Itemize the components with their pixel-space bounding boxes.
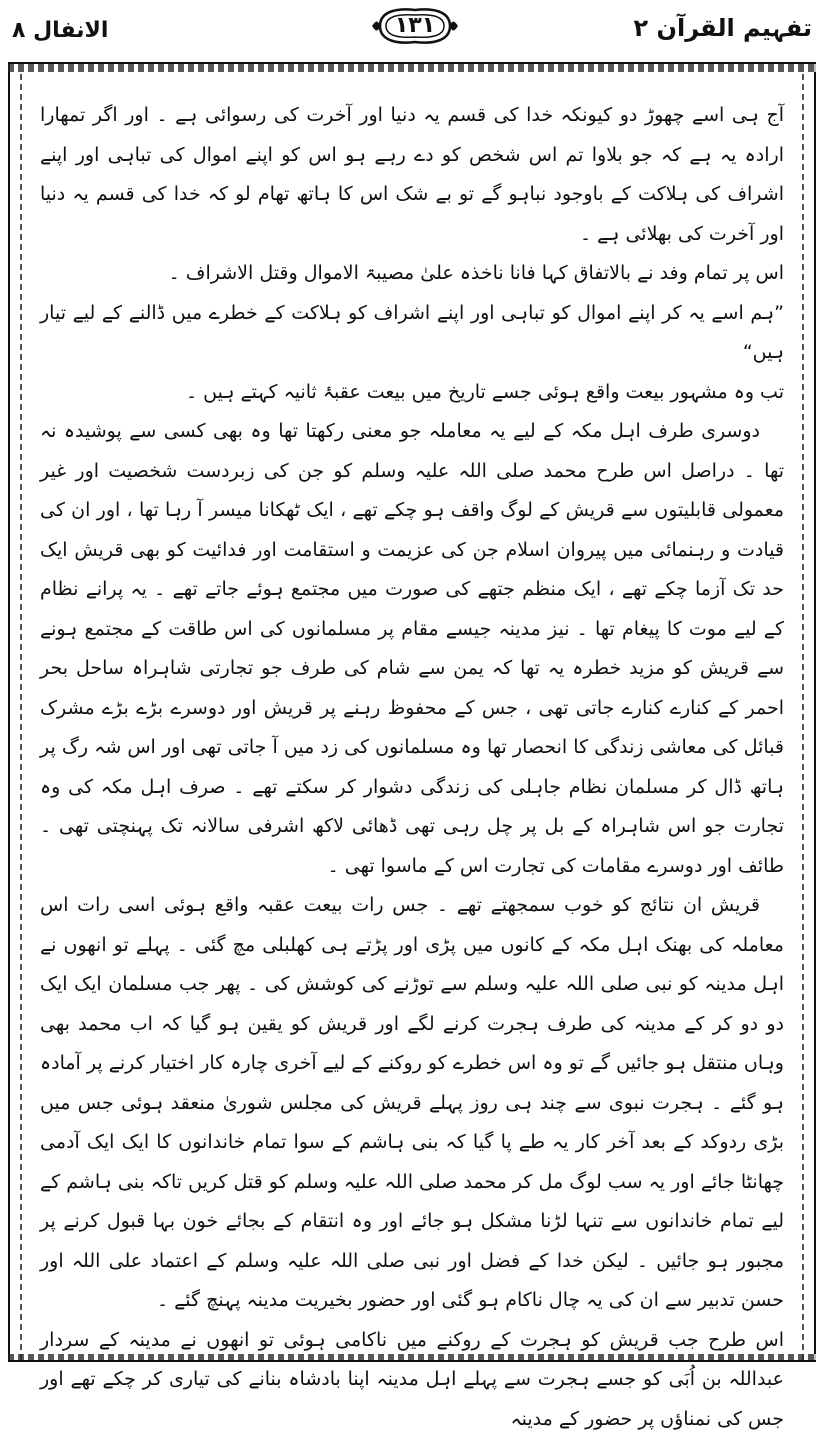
paragraph: تب وہ مشہور بیعت واقع ہوئی جسے تاریخ میں بیعت عقبۂ ثانیہ کہتے ہیں ۔ bbox=[40, 373, 784, 413]
page-body bbox=[40, 96, 784, 1439]
surah-name: الانفال ۸ bbox=[12, 18, 108, 43]
paragraph: اس طرح جب قریش کو ہجرت کے روکنے میں ناکامی ہوئی تو انھوں نے مدینہ کے سردار عبداللہ بن اُبَی کو جسے ہجرت سے پہلے اہل مدینہ اپنا بادشاہ بنانے کی تیاری کر چکے تھے اور جس کی نمناؤں پر حضور کے مدینہ bbox=[40, 1321, 784, 1439]
paragraph: دوسری طرف اہل مکہ کے لیے یہ معاملہ جو معنی رکھتا تھا وہ بھی کسی سے پوشیدہ نہ تھا ۔ دراصل اس طرح محمد صلی اللہ علیہ وسلم کو جن کی زبردست شخصیت اور غیر معمولی قابلیتوں سے قریش کے لوگ واقف ہو چکے تھے ، ایک ٹھکانا میسر آ رہا تھا ، اور ان کی قیادت و رہنمائی میں پیروان اسلام جن کی عزیمت و استقامت اور فدائیت کو بھی قریش ایک حد تک آزما چکے تھے ، ایک منظم جتھے کی صورت میں مجتمع ہوئے جاتے تھے ۔ یہ پرانے نظام کے لیے موت کا پیغام تھا ۔ نیز مدینہ جیسے مقام پر مسلمانوں کی اس طاقت کے مجتمع ہونے سے قریش کو مزید خطرہ یہ تھا کہ یمن سے شام کی طرف جو تجارتی شاہراہ ساحل بحر احمر کے کنارے کنارے جاتی تھی ، جس کے محفوظ رہنے پر قریش اور دوسرے بڑے بڑے مشرک قبائل کی معاشی زندگی کا انحصار تھا وہ مسلمانوں کی زد میں آ جاتی تھی اور اس شہ رگ پر ہاتھ ڈال کر مسلمان نظام جاہلی کی زندگی دشوار کر سکتے تھے ۔ صرف اہل مکہ کی وہ تجارت جو اس شاہراہ کے بل پر چل رہی تھی ڈھائی لاکھ اشرفی سالانہ تک پہنچتی تھی ۔ طائف اور دوسرے مقامات کی تجارت اس کے ماسوا تھی ۔ bbox=[40, 412, 784, 886]
page-number: ۱۳۱ bbox=[370, 13, 460, 38]
quoted-translation: ”ہم اسے یہ کر اپنے اموال کو تباہی اور اپنے اشراف کو ہلاکت کے خطرے میں ڈالنے کے لیے تیار ہیں“ bbox=[40, 294, 784, 373]
paragraph: اس پر تمام وفد نے بالاتفاق کہا فانا ناخذہ علیٰ مصیبۃ الاموال وقتل الاشراف ۔ bbox=[40, 254, 784, 294]
page-header bbox=[0, 0, 824, 60]
page-number-ornament bbox=[370, 4, 460, 48]
book-title: تفہیم القرآن ۲ bbox=[634, 14, 812, 42]
paragraph: آج ہی اسے چھوڑ دو کیونکہ خدا کی قسم یہ دنیا اور آخرت کی رسوائی ہے ۔ اور اگر تمھارا ارادہ یہ ہے کہ جو بلاوا تم اس شخص کو دے رہے ہو اس کو اپنے اموال کی تباہی اور اپنے اشراف کی ہلاکت کے باوجود نباہو گے تو بے شک اس کا ہاتھ تھام لو کہ خدا کی قسم یہ دنیا اور آخرت کی بھلائی ہے ۔ bbox=[40, 96, 784, 254]
paragraph: قریش ان نتائج کو خوب سمجھتے تھے ۔ جس رات بیعت عقبہ واقع ہوئی اسی رات اس معاملہ کی بھنک اہل مکہ کے کانوں میں پڑی اور پڑتے ہی کھلبلی مچ گئی ۔ پہلے تو انھوں نے اہل مدینہ کو نبی صلی اللہ علیہ وسلم سے توڑنے کی کوشش کی ۔ پھر جب مسلمان ایک ایک دو دو کر کے مدینہ کی طرف ہجرت کرنے لگے اور قریش کو یقین ہو گیا کہ اب محمد بھی وہاں منتقل ہو جائیں گے تو وہ اس خطرے کو روکنے کے لیے آخری چارہ کار اختیار کرنے پر آمادہ ہو گئے ۔ ہجرت نبوی سے چند ہی روز پہلے قریش کی مجلس شوریٰ منعقد ہوئی جس میں بڑی ردوکد کے بعد آخر کار یہ طے پا گیا کہ بنی ہاشم کے سوا تمام خاندانوں کا ایک ایک آدمی چھانٹا جائے اور یہ سب لوگ مل کر محمد صلی اللہ علیہ وسلم کو قتل کریں تاکہ بنی ہاشم کے لیے تمام خاندانوں سے تنہا لڑنا مشکل ہو جائے اور وہ انتقام کے بجائے خون بہا قبول کرنے پر مجبور ہو جائیں ۔ لیکن خدا کے فضل اور نبی صلی اللہ علیہ وسلم کے اعتماد علی اللہ اور حسن تدبیر سے ان کی یہ چال ناکام ہو گئی اور حضور بخیریت مدینہ پہنچ گئے ۔ bbox=[40, 886, 784, 1321]
